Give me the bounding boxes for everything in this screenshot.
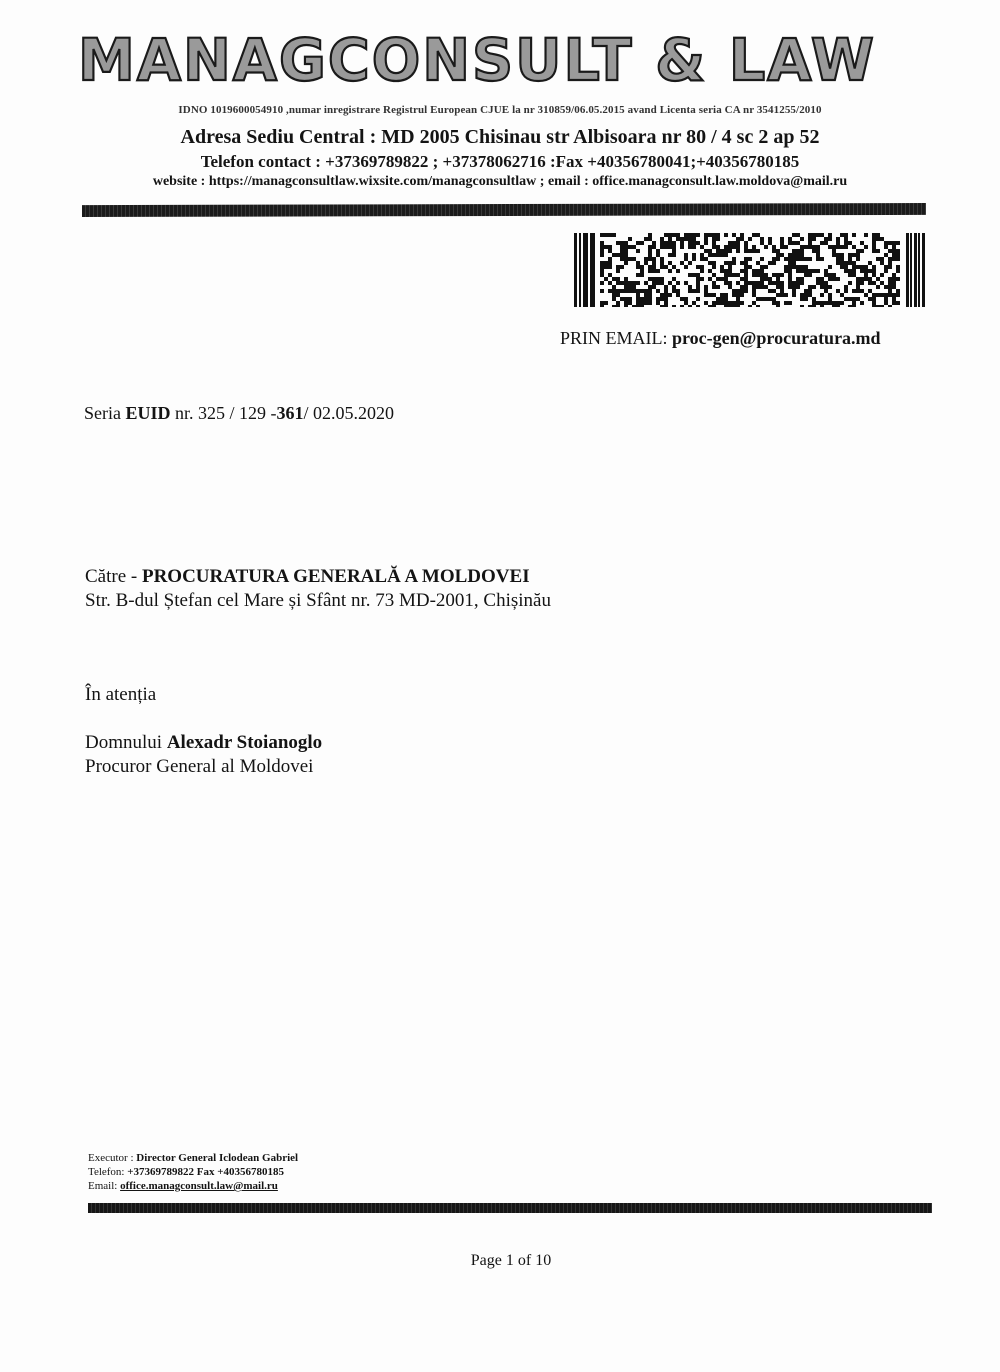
reference-number-bold: 361 — [276, 403, 304, 423]
footer-phone-label: Telefon: — [88, 1166, 125, 1178]
footer-divider — [88, 1203, 932, 1213]
page-number: Page 1 of 10 — [470, 1252, 552, 1269]
reference-number: nr. 325 / 129 - — [175, 403, 277, 423]
registration-line: IDNO 1019600054910 ,numar inregistrare Registrul European CJUE la nr 310859/06.05.2015 avand Licenta seria CA nr 3541255/2010 — [178, 104, 822, 116]
footer-phone-line — [88, 1165, 298, 1179]
attention-label: În atenția — [85, 684, 157, 705]
email-delivery-address[interactable]: proc-gen@procuratura.md — [672, 328, 881, 348]
email-delivery-label: PRIN EMAIL: — [560, 328, 668, 348]
company-logo: MANAGCONSULT & LAW — [78, 26, 876, 94]
footer-executor-name: Director General Iclodean Gabriel — [136, 1152, 299, 1164]
website-email-line: website : https://managconsultlaw.wixsite.com/managconsultlaw ; email : office.managconsult.law.moldova@mail.ru — [152, 174, 848, 189]
recipient-block — [85, 565, 551, 613]
recipient-name: PROCURATURA GENERALĂ A MOLDOVEI — [141, 566, 530, 587]
footer-email-line — [88, 1179, 298, 1193]
attention-salutation: Domnului — [85, 732, 163, 753]
footer-executor-label: Executor : — [88, 1152, 134, 1164]
footer-contact — [88, 1151, 298, 1193]
recipient-prefix: Către - — [85, 566, 138, 587]
reference-series: EUID — [125, 403, 171, 423]
reference-date: / 02.05.2020 — [303, 403, 395, 423]
reference-line — [84, 403, 394, 424]
attention-person-name: Alexadr Stoianoglo — [166, 732, 323, 753]
email-delivery-line — [560, 328, 881, 349]
recipient-line — [85, 565, 551, 589]
phone-line: Telefon contact : +37369789822 ; +37378062716 :Fax +40356780041;+40356780185 — [200, 152, 800, 171]
recipient-address: Str. B-dul Ștefan cel Mare și Sfânt nr. 73 MD-2001, Chișinău — [85, 590, 551, 611]
footer-email-label: Email: — [88, 1180, 118, 1192]
barcode-image — [574, 233, 926, 307]
reference-prefix: Seria — [84, 403, 121, 423]
footer-email-link[interactable]: office.managconsult.law@mail.ru — [120, 1180, 278, 1192]
attention-person-block — [85, 731, 322, 779]
attention-person-line — [85, 731, 322, 755]
header-divider — [82, 203, 926, 217]
footer-phone-value: +37369789822 Fax +40356780185 — [127, 1166, 285, 1178]
attention-person-title: Procuror General al Moldovei — [85, 756, 314, 777]
footer-executor-line — [88, 1151, 298, 1165]
address-line: Adresa Sediu Central : MD 2005 Chisinau str Albisoara nr 80 / 4 sc 2 ap 52 — [180, 126, 820, 148]
